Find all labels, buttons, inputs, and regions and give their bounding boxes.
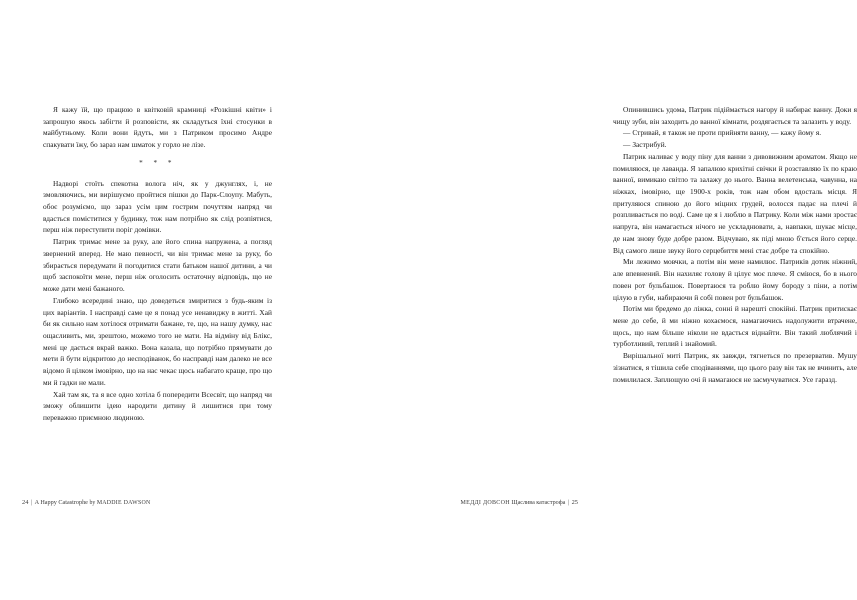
paragraph: Ми лежимо мовчки, а потім він мене намилює. Патриків дотик ніжний, але впевнений. Він нахиляє голову й цілує моє плече. Я сміюся, бо в нього повен рот бульбашок. Повертаюся та роблю йому бороду з піни, а потім цілую в губи, набираючи й собі повен рот бульбашок.	[613, 257, 857, 302]
paragraph: Глибоко всередині знаю, що доведеться змиритися з будь-яким із цих варіантів. І насправді саме це я понад усе ненавиджу в житті. Хай би як сильно нам хотілося отримати бажане, те, що, на нашу думку, нас ощасливить, ми, зрештою, можемо того не мати. На відміну від Блікс, мені це дається вкрай важко. Вона казала, що потрібно прямувати до мети й бути відкритою до несподіванок, бо насправді нам далеко не все відомо й цілком імовірно, що на нас чекає щось набагато краще, про що ми й гадки не мали.	[43, 295, 272, 387]
page-verso	[0, 0, 300, 600]
running-footer-left	[22, 498, 150, 508]
page-recto	[300, 0, 857, 600]
byline-word: by	[89, 500, 96, 506]
text-column-left	[43, 104, 272, 424]
book-title-uk: Щаслива катастрофа	[511, 500, 566, 506]
paragraph: Хай там як, та я все одно хотіла б попередити Всесвіт, що напряд чи зможу облишити ідею народити дитину й лишитися при тому переважно приємною людиною.	[43, 389, 272, 422]
book-title-en: A Happy Catastrophe	[34, 499, 88, 506]
paragraph: Надворі стоїть спекотна волога ніч, як у джунглях, і, не змовляючись, ми вирішуємо пройтися пішки до Парк-Слоупу. Мабуть, обоє розуміємо, що зараз усім цим гострим почуттям напряд чи вдасться поміститися у будинку, тож нам потрібно як слід розпіятися, перш ніж переступити поріг домівки.	[43, 178, 272, 235]
dialogue-line: — Застрибуй.	[623, 140, 667, 150]
text-column-right	[613, 104, 857, 385]
page-number-right: 25	[571, 499, 578, 506]
scene-break-ornament: * * *	[139, 158, 176, 167]
paragraph: Потім ми бредемо до ліжка, сонні й нарешті спокійні. Патрик притискає мене до себе, й ми ніжно кохаємося, намагаючись надолужити втрачене, щось, що нам більше ніколи не вдасться віднайти. Він такий люблячий і турботливий, теплий і знайомий.	[613, 304, 857, 349]
footer-separator: |	[567, 499, 570, 506]
paragraph: Опинившись удома, Патрик підіймається нагору й набирає ванну. Доки я чищу зуби, він заходить до ванної кімнати, роздягається та залазить у воду.	[613, 105, 857, 126]
paragraph: Патрик тримає мене за руку, але його спина напружена, а погляд звернений вперед. Не маю певності, чи він тримає мене за руку, бо збирається передумати й погодитися стати батьком нашої дитини, а чи щоб заспокоїти мене, перш ніж оголосить остаточну відповідь, що не може дати мені бажаного.	[43, 237, 272, 294]
paragraph: Патрик наливає у воду піну для ванни з дивовижним ароматом. Якщо не помиляюся, це лаванда. Я запалюю крихітні свічки й розставляю їх по краю ванної, вимикаю світло та залажу до нього. Ванна велетенська, чавунна, на ніжках, імовірно, ще 1900-х років, тож нам обом вдосталь місця. Я притуляюся спиною до його міцних грудей, волосся падає на плечі й розпливається по воді. Саме це я і люблю в Патрику. Коли між нами зростає напруга, він намагається нічого не ускладнювати, а, навпаки, шукає місце, де нам знову буде добре разом. Відчуваю, як піді мною б'ється його серце. Від самого лише звуку його серцебиття мені стає добре та спокійно.	[613, 151, 857, 255]
footer-separator: |	[30, 499, 33, 506]
dialogue-line: — Стривай, я також не проти прийняти ванну, — кажу йому я.	[623, 128, 822, 138]
book-author-en: MADDIE DAWSON	[96, 500, 151, 506]
paragraph: Вирішальної миті Патрик, як завжди, тягнеться по презерватив. Мушу зізнатися, я тішила себе сподіваннями, що цього разу він так не вчинить, але помилилася. Заплющую очі й намагаюся не засмучуватися. Усе гаразд.	[613, 351, 857, 384]
paragraph: Я кажу їй, що працюю в квітковій крамниці «Розкішні квіти» і запрошую якось забігти й розповісти, як складуться їхні стосунки в майбутньому. Коли вони йдуть, ми з Патриком просимо Андре спакувати їжу, бо зараз нам шматок у горло не лізе.	[43, 105, 272, 150]
page-number-left: 24	[22, 499, 29, 506]
running-footer-right	[460, 498, 578, 508]
book-author-uk: МЕДДІ ДОВСОН	[460, 500, 510, 506]
